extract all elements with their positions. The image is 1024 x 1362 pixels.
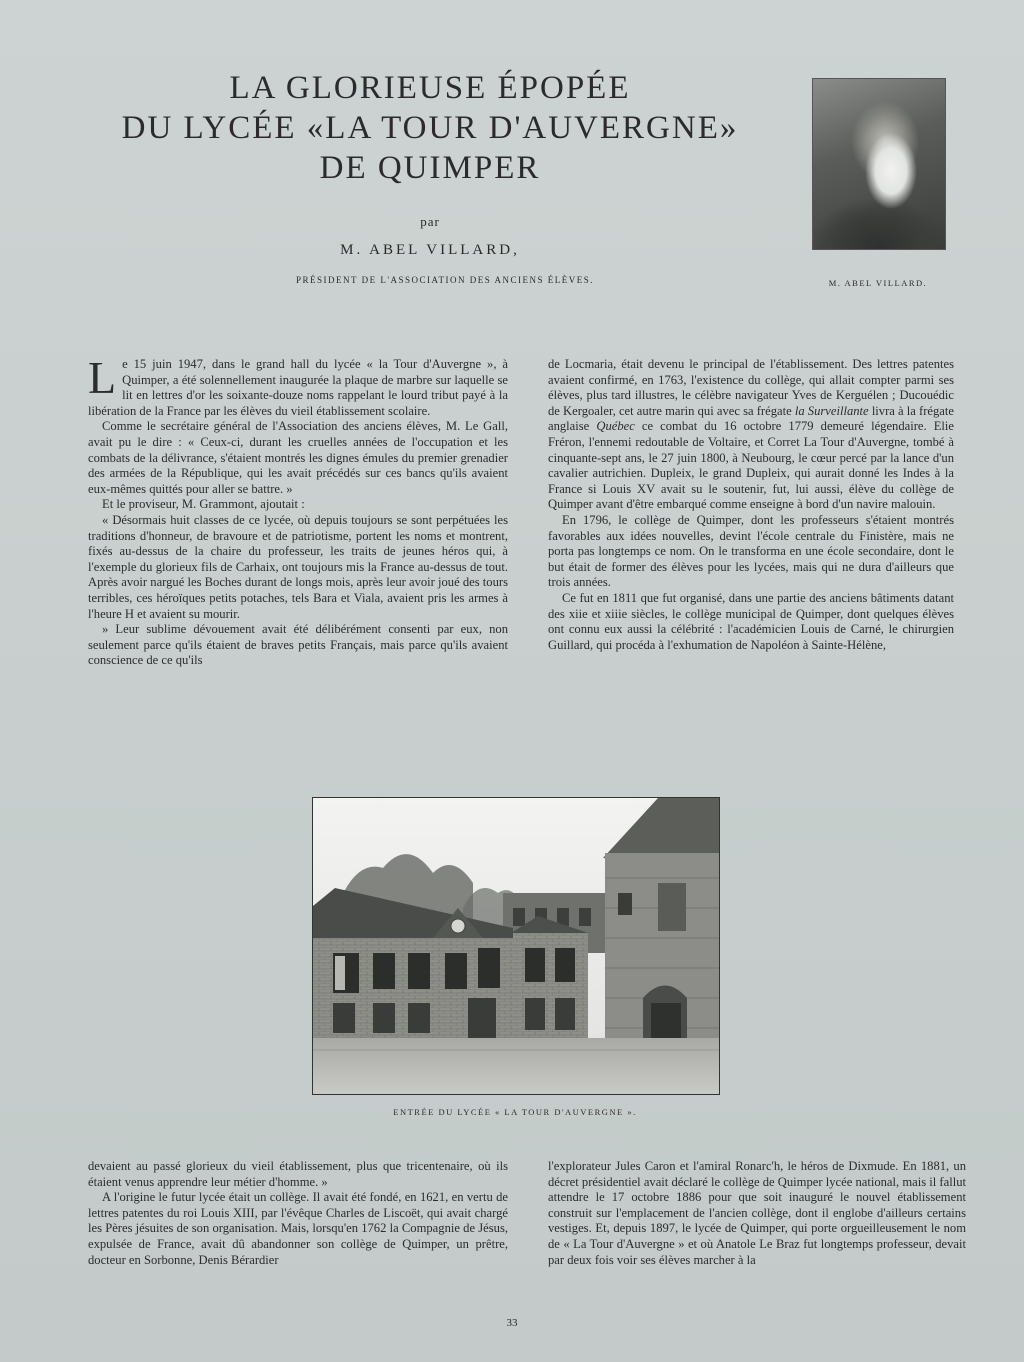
byline-par: par bbox=[420, 214, 440, 229]
paragraph-text: e 15 juin 1947, dans le grand hall du lycée « la Tour d'Auvergne », à Quimper, a été solennellement inaugurée la plaque de marbre sur laquelle se lit en lettres d'or les soixante-douze noms rappelant le lourd tribut payé à la libération de la France par les élèves du vieil établissement scolaire. bbox=[88, 357, 508, 418]
paragraph: » Leur sublime dévouement avait été délibérément consenti par eux, non seulement parce qu'ils étaient de braves petits Français, mais parce qu'ils avaient conscience de ce qu'ils bbox=[88, 622, 508, 668]
paragraph-text: ce combat du 16 octobre 1779 demeuré légendaire. Elie Fréron, l'ennemi redoutable de Voltaire, et Corret La Tour d'Auvergne, tombé à cinquante-sept ans, le 27 juin 1800, à Neubourg, le cœur percé par la lance d'un cavalier autrichien. Dupleix, le grand Dupleix, qui aurait donné les Indes à la France si Louis XV avait su le soutenir, fut, lui aussi, élève du collège de Quimper avant d'être embarqué comme enseigne à bord d'un navire malouin. bbox=[548, 419, 955, 512]
paragraph: A l'origine le futur lycée était un collège. Il avait été fondé, en 1621, en vertu de lettres patentes du roi Louis XIII, par l'évêque Charles de Liscoët, qui avait chargé les Pères jésuites de son organisation. Mais, lorsqu'en 1762 la Compagnie de Jésus, expulsée de France, avait dû abandonner son collège de Quimper, un prêtre, docteur en Sorbonne, Denis Bérardier bbox=[88, 1190, 508, 1267]
text-column-3 bbox=[88, 1159, 508, 1268]
author-role: PRÉSIDENT DE L'ASSOCIATION DES ANCIENS ÉLÈVES. bbox=[296, 275, 594, 285]
page-number: 33 bbox=[506, 1317, 518, 1329]
paragraph bbox=[88, 352, 508, 419]
photo-caption: ENTRÉE DU LYCÉE « LA TOUR D'AUVERGNE ». bbox=[393, 1107, 637, 1117]
portrait-caption: M. ABEL VILLARD. bbox=[828, 278, 928, 288]
paragraph-text: livra à la frégate anglaise bbox=[548, 403, 954, 434]
paragraph: devaient au passé glorieux du vieil établissement, plus que tricentenaire, où ils étaient venus apprendre leur métier d'homme. » bbox=[88, 1159, 508, 1189]
school-entrance-photo bbox=[312, 797, 720, 1095]
article-title-line-3: DE QUIMPER bbox=[319, 150, 541, 186]
paragraph: Ce fut en 1811 que fut organisé, dans une partie des anciens bâtiments datant des xiie et xiiie siècles, le collège municipal de Quimper, dont quelques élèves ont connu eux aussi la célébrité : l'académicien Louis de Carné, le chirurgien Guillard, qui procéda à l'exhumation de Napoléon à Sainte-Hélène, bbox=[548, 590, 954, 652]
paragraph bbox=[548, 357, 954, 513]
article-title-line-1: LA GLORIEUSE ÉPOPÉE bbox=[229, 70, 631, 106]
paragraph: « Désormais huit classes de ce lycée, où depuis toujours se sont perpétuées les traditions d'honneur, de bravoure et de patriotisme, portent les noms et montrent, fixés au-dessus de la chaire du professeur, les traits de jeunes héros qui, à l'exemple du glorieux fils de Carhaix, ont toujours mis la France au-dessus de tout. Après avoir nargué les Boches durant de longs mois, après leur avoir joué des tours terribles, ces héroïques petits potaches, tels Bara et Viala, avaient pris les armes à l'heure H et avaient su mourir. bbox=[88, 512, 508, 621]
paragraph: En 1796, le collège de Quimper, dont les professeurs s'étaient montrés favorables aux idées nouvelles, devint l'école centrale du Finistère, mais ne porta pas longtemps ce nom. On le transforma en une école secondaire, dont le but était de former des élèves pour les lycées, mais qui ne dura d'ailleurs que trois années. bbox=[548, 512, 954, 590]
text-column-1 bbox=[88, 352, 508, 669]
author-portrait-photo bbox=[812, 78, 946, 250]
ship-name-italic: Québec bbox=[596, 419, 635, 434]
school-building-illustration bbox=[313, 798, 719, 1094]
author-name: M. ABEL VILLARD, bbox=[340, 242, 520, 258]
paragraph: Et le proviseur, M. Grammont, ajoutait : bbox=[102, 497, 305, 512]
paragraph: Comme le secrétaire général de l'Association des anciens élèves, M. Le Gall, avait pu le dire : « Ceux-ci, durant les cruelles années de l'occupation et les combats de la délivrance, s'étaient montrés les dignes émules du premier grenadier des armées de la République, qui les avait précédés sur ces bancs qu'ils avaient eux-mêmes quittés pour aller se battre. » bbox=[88, 419, 508, 496]
article-title-line-2: DU LYCÉE «LA TOUR D'AUVERGNE» bbox=[121, 110, 739, 146]
text-column-4 bbox=[548, 1159, 966, 1268]
ship-name-italic: la Surveillante bbox=[794, 403, 869, 418]
paragraph: l'explorateur Jules Caron et l'amiral Ronarc'h, le héros de Dixmude. En 1881, un décret présidentiel avait déclaré le collège de Quimper lycée national, mais il fallut attendre le 17 octobre 1886 pour que soit inauguré le nouvel établissement construit sur l'emplacement de l'ancien collège, dont il englobe d'ailleurs certains vestiges. Et, depuis 1897, le lycée de Quimper, qui porte orgueilleusement le nom de « La Tour d'Auvergne » et où Anatole Le Braz fut longtemps professeur, devait par deux fois voir ses élèves marcher à la bbox=[548, 1159, 966, 1267]
article-header bbox=[80, 68, 780, 285]
paragraph-text: de Locmaria, était devenu le principal de l'établissement. Des lettres patentes avaient confirmé, en 1763, l'existence du collège, qui allait compter parmi ses élèves, plus tard illustres, le célèbre navigateur Yves de Kerguélen ; Ducouédic de Kergoaler, cet autre marin qui avec sa frégate bbox=[548, 357, 954, 418]
text-column-2 bbox=[548, 357, 954, 653]
drop-cap: L bbox=[88, 352, 117, 403]
